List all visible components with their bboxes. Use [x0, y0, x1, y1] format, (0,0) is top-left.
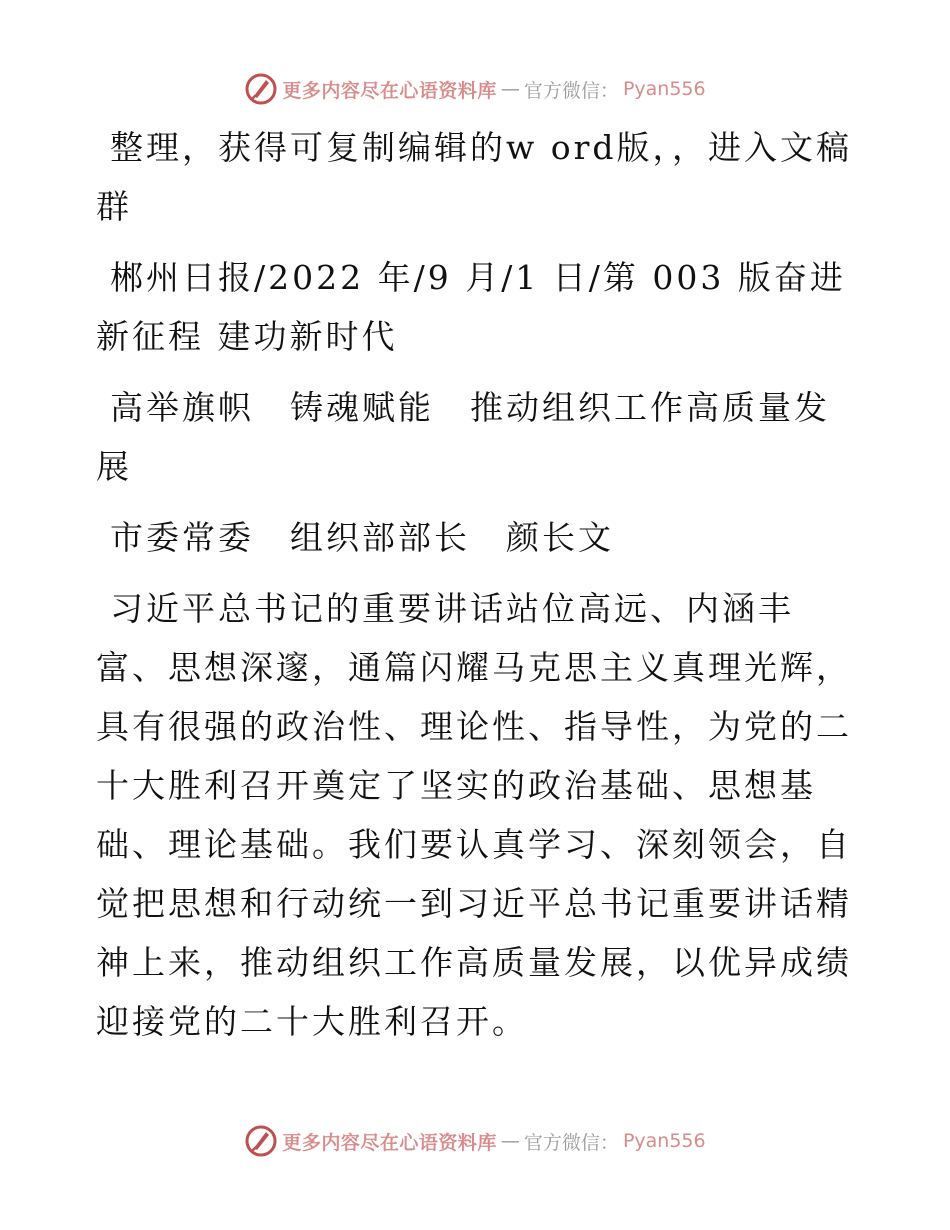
header-watermark: [0, 72, 950, 106]
quill-seal-icon: [244, 72, 278, 106]
watermark-wechat-id: Pyan556: [622, 78, 706, 100]
paragraph-body: 习近平总书记的重要讲话站位高远、内涵丰富、思想深邃，通篇闪耀马克思主义真理光辉，具有很强的政治性、理论性、指导性，为党的二十大胜利召开奠定了坚实的政治基础、思想基础、理论基础。我们要认真学习、深刻领会，自觉把思想和行动统一到习近平总书记重要讲话精神上来，推动组织工作高质量发展，以优异成绩迎接党的二十大胜利召开。: [96, 589, 852, 1041]
article-title: 高举旗帜 铸魂赋能 推动组织工作高质量发展: [96, 388, 830, 486]
watermark-site-text: 更多内容尽在心语资料库: [282, 79, 497, 102]
watermark-wechat-id: Pyan556: [622, 1130, 706, 1152]
watermark-dash: —: [500, 1130, 520, 1152]
paragraph-notice: 整理，获得可复制编辑的w ord版，，进入文稿群: [96, 128, 853, 226]
watermark-dash: —: [500, 78, 520, 100]
footer-watermark: [0, 1124, 950, 1158]
document-body: [96, 118, 856, 1063]
article-author: 市委常委 组织部部长 颜长文: [110, 518, 614, 557]
paragraph-source: 郴州日报/2022 年/9 月/1 日/第 003 版奋进新征程 建功新时代: [96, 258, 846, 356]
watermark-wechat-label: 官方微信：: [523, 1131, 619, 1154]
watermark-wechat-label: 官方微信：: [523, 79, 619, 102]
quill-seal-icon: [244, 1124, 278, 1158]
watermark-site-text: 更多内容尽在心语资料库: [282, 1131, 497, 1154]
